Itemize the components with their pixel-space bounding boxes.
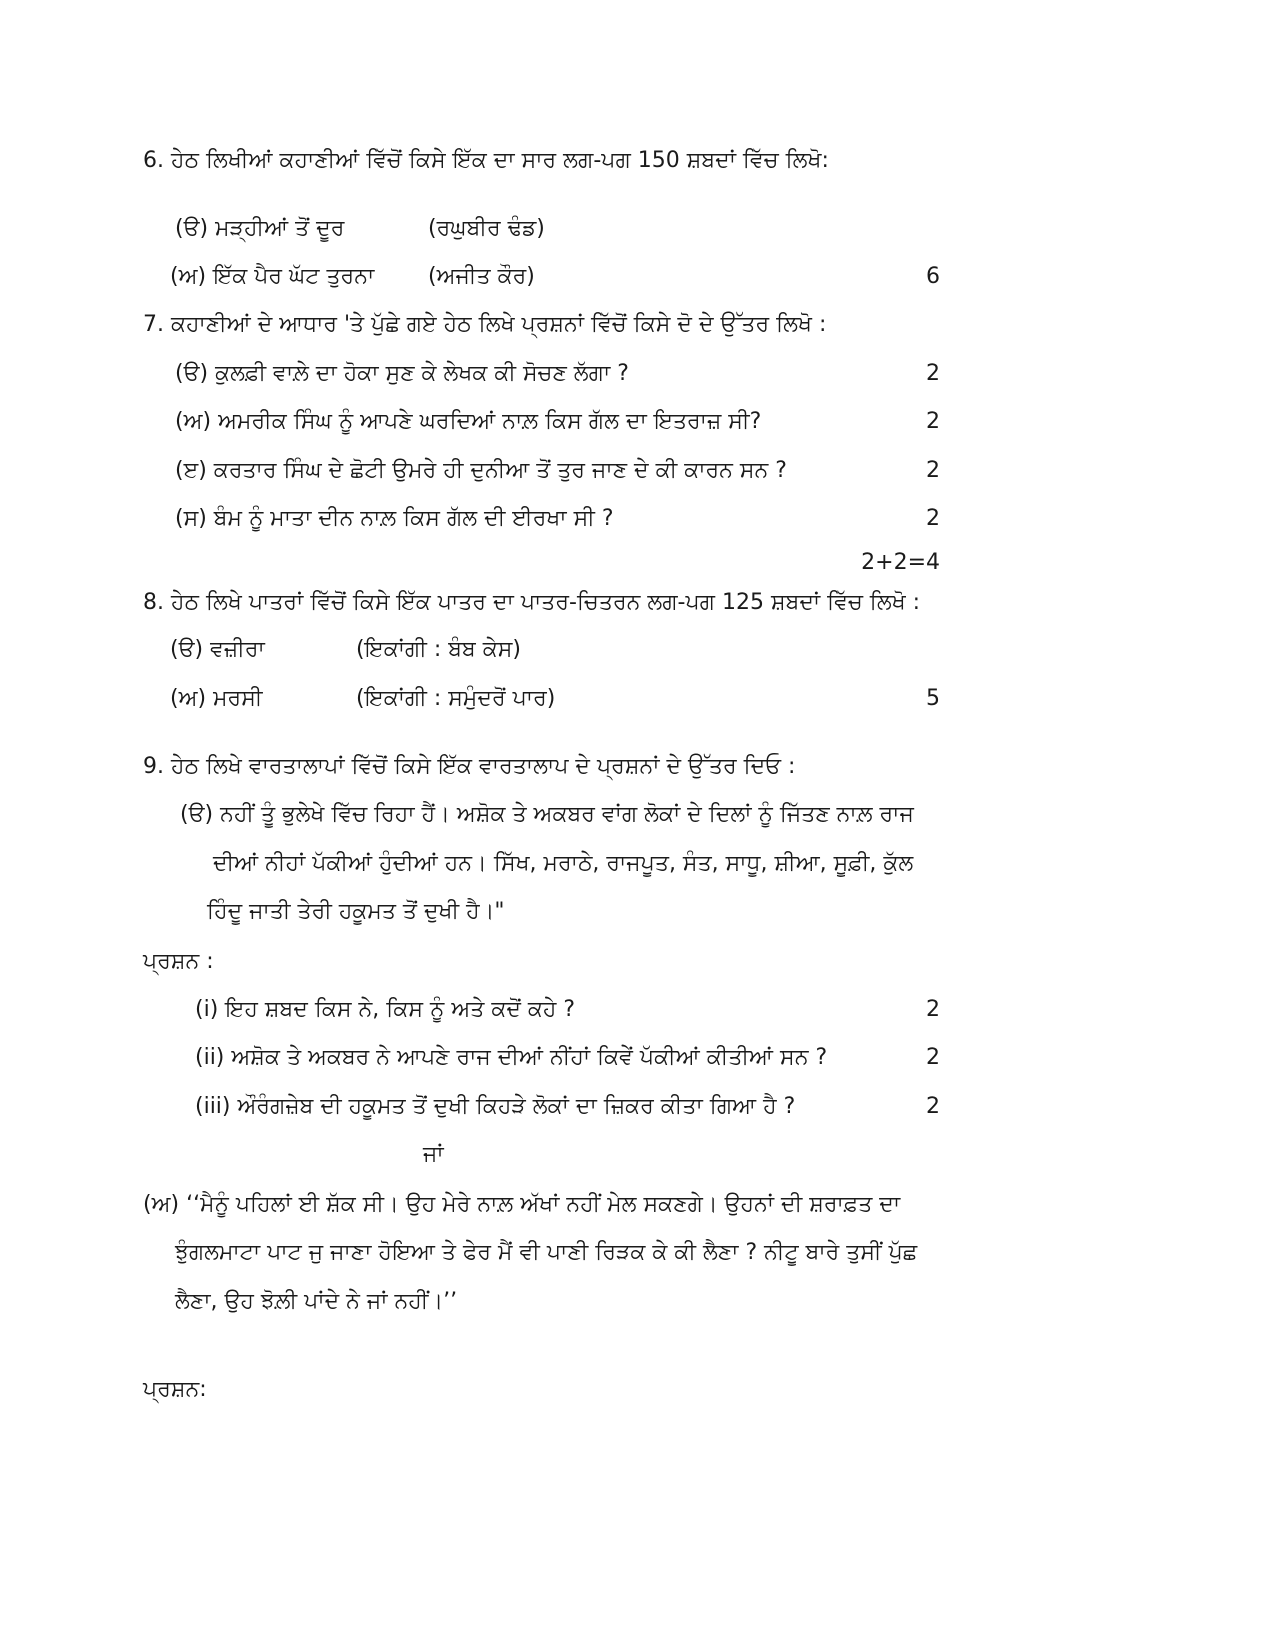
- q9-heading: 9. ਹੇਠ ਲਿਖੇ ਵਾਰਤਾਲਾਪਾਂ ਵਿੱਚੋਂ ਕਿਸੇ ਇੱਕ ਵਾਰਤਾਲਾਪ ਦੇ ਪ੍ਰਸ਼ਨਾਂ ਦੇ ਉੱਤਰ ਦਿਓ :: [143, 754, 796, 779]
- q9-or-label: ਜਾਂ: [423, 1142, 444, 1167]
- q9-question-ii-marks: 2: [926, 1045, 940, 1070]
- q6-option-b-title: (ਅ) ਇੱਕ ਪੈਰ ਘੱਟ ਤੁਰਨਾ: [170, 264, 375, 289]
- q9-passage-a-line-2: ਦੀਆਂ ਨੀਹਾਂ ਪੱਕੀਆਂ ਹੁੰਦੀਆਂ ਹਨ। ਸਿੱਖ, ਮਰਾਠੇ, ਰਾਜਪੂਤ, ਸੰਤ, ਸਾਧੂ, ਸ਼ੀਆ, ਸੂਫ਼ੀ, ਕੁੱਲ: [213, 851, 914, 876]
- q8-option-b-source: (ਇਕਾਂਗੀ : ਸਮੁੰਦਰੋਂ ਪਾਰ): [356, 686, 556, 711]
- q8-marks: 5: [926, 686, 940, 711]
- q9-passage-b-line-2: ਝੁੰਗਲਮਾਟਾ ਪਾਟ ਜੁ ਜਾਣਾ ਹੋਇਆ ਤੇ ਫੇਰ ਮੈਂ ਵੀ ਪਾਣੀ ਰਿੜਕ ਕੇ ਕੀ ਲੈਣਾ ? ਨੀਟੂ ਬਾਰੇ ਤੁਸੀਂ ਪੁੱਛ: [175, 1240, 918, 1265]
- q7-item-a-marks: 2: [926, 361, 940, 386]
- q7-item-a: (ੳ) ਕੁਲਫ਼ੀ ਵਾਲ਼ੇ ਦਾ ਹੋਕਾ ਸੁਣ ਕੇ ਲੇਖਕ ਕੀ ਸੋਚਣ ਲੱਗਾ ?: [175, 361, 629, 386]
- q7-item-c: (ੲ) ਕਰਤਾਰ ਸਿੰਘ ਦੇ ਛੋਟੀ ਉਮਰੇ ਹੀ ਦੁਨੀਆ ਤੋਂ ਤੁਰ ਜਾਣ ਦੇ ਕੀ ਕਾਰਨ ਸਨ ?: [175, 458, 787, 483]
- q6-option-a-title: (ੳ) ਮੜ੍ਹੀਆਂ ਤੋਂ ਦੂਰ: [175, 216, 345, 241]
- q8-heading: 8. ਹੇਠ ਲਿਖੇ ਪਾਤਰਾਂ ਵਿੱਚੋਂ ਕਿਸੇ ਇੱਕ ਪਾਤਰ ਦਾ ਪਾਤਰ-ਚਿਤਰਨ ਲਗ-ਪਗ 125 ਸ਼ਬਦਾਂ ਵਿੱਚ ਲਿਖੋ :: [143, 590, 921, 615]
- q8-option-a-name: (ੳ) ਵਜ਼ੀਰਾ: [170, 637, 265, 662]
- q8-option-b-name: (ਅ) ਮਰਸੀ: [170, 686, 263, 711]
- q9-passage-b-line-3: ਲੈਣਾ, ਉਹ ਝੋਲ਼ੀ ਪਾਂਦੇ ਨੇ ਜਾਂ ਨਹੀਂ।’’: [175, 1289, 458, 1314]
- q9-questions-label-b: ਪ੍ਰਸ਼ਨ:: [143, 1377, 207, 1402]
- q9-question-iii: (iii) ਔਰੰਗਜ਼ੇਬ ਦੀ ਹਕੂਮਤ ਤੋਂ ਦੁਖੀ ਕਿਹੜੇ ਲੋਕਾਂ ਦਾ ਜ਼ਿਕਰ ਕੀਤਾ ਗਿਆ ਹੈ ?: [195, 1094, 796, 1119]
- q7-total: 2+2=4: [861, 550, 940, 575]
- q7-heading: 7. ਕਹਾਣੀਆਂ ਦੇ ਆਧਾਰ 'ਤੇ ਪੁੱਛੇ ਗਏ ਹੇਠ ਲਿਖੇ ਪ੍ਰਸ਼ਨਾਂ ਵਿੱਚੋਂ ਕਿਸੇ ਦੋ ਦੇ ਉੱਤਰ ਲਿਖੋ :: [143, 312, 827, 337]
- q9-question-i-marks: 2: [926, 997, 940, 1022]
- q9-passage-b-line-1: (ਅ) ‘‘ਮੈਨੂੰ ਪਹਿਲਾਂ ਈ ਸ਼ੱਕ ਸੀ। ਉਹ ਮੇਰੇ ਨਾਲ਼ ਅੱਖਾਂ ਨਹੀਂ ਮੇਲ ਸਕਣਗੇ। ਉਹਨਾਂ ਦੀ ਸ਼ਰਾਫ਼ਤ ਦਾ: [143, 1192, 901, 1217]
- q6-heading: 6. ਹੇਠ ਲਿਖੀਆਂ ਕਹਾਣੀਆਂ ਵਿੱਚੋਂ ਕਿਸੇ ਇੱਕ ਦਾ ਸਾਰ ਲਗ-ਪਗ 150 ਸ਼ਬਦਾਂ ਵਿੱਚ ਲਿਖੋ:: [143, 148, 829, 173]
- q9-passage-a-line-1: (ੳ) ਨਹੀਂ ਤੂੰ ਭੁਲੇਖੇ ਵਿੱਚ ਰਿਹਾ ਹੈਂ। ਅਸ਼ੋਕ ਤੇ ਅਕਬਰ ਵਾਂਗ ਲੋਕਾਂ ਦੇ ਦਿਲਾਂ ਨੂੰ ਜਿੱਤਣ ਨਾਲ਼ ਰਾਜ: [180, 802, 914, 827]
- q7-item-c-marks: 2: [926, 458, 940, 483]
- q9-question-ii: (ii) ਅਸ਼ੋਕ ਤੇ ਅਕਬਰ ਨੇ ਆਪਣੇ ਰਾਜ ਦੀਆਂ ਨੀਂਹਾਂ ਕਿਵੇਂ ਪੱਕੀਆਂ ਕੀਤੀਆਂ ਸਨ ?: [195, 1045, 828, 1070]
- q9-passage-a-line-3: ਹਿੰਦੂ ਜਾਤੀ ਤੇਰੀ ਹਕੂਮਤ ਤੋਂ ਦੁਖੀ ਹੈ।": [207, 899, 505, 924]
- q6-marks: 6: [926, 264, 940, 289]
- q9-questions-label-a: ਪ੍ਰਸ਼ਨ :: [143, 949, 214, 974]
- q6-option-a-author: (ਰਘੁਬੀਰ ਢੰਡ): [428, 216, 545, 241]
- q9-question-iii-marks: 2: [926, 1094, 940, 1119]
- q7-item-b: (ਅ) ਅਮਰੀਕ ਸਿੰਘ ਨੂੰ ਆਪਣੇ ਘਰਦਿਆਂ ਨਾਲ਼ ਕਿਸ ਗੱਲ ਦਾ ਇਤਰਾਜ਼ ਸੀ?: [175, 409, 762, 434]
- q6-option-b-author: (ਅਜੀਤ ਕੌਰ): [428, 264, 535, 289]
- q8-option-a-source: (ਇਕਾਂਗੀ : ਬੰਬ ਕੇਸ): [356, 637, 521, 662]
- q7-item-d: (ਸ) ਬੰਮ ਨੂੰ ਮਾਤਾ ਦੀਨ ਨਾਲ਼ ਕਿਸ ਗੱਲ ਦੀ ਈਰਖਾ ਸੀ ?: [175, 506, 614, 531]
- q7-item-d-marks: 2: [926, 506, 940, 531]
- q9-question-i: (i) ਇਹ ਸ਼ਬਦ ਕਿਸ ਨੇ, ਕਿਸ ਨੂੰ ਅਤੇ ਕਦੋਂ ਕਹੇ ?: [195, 997, 576, 1022]
- q7-item-b-marks: 2: [926, 409, 940, 434]
